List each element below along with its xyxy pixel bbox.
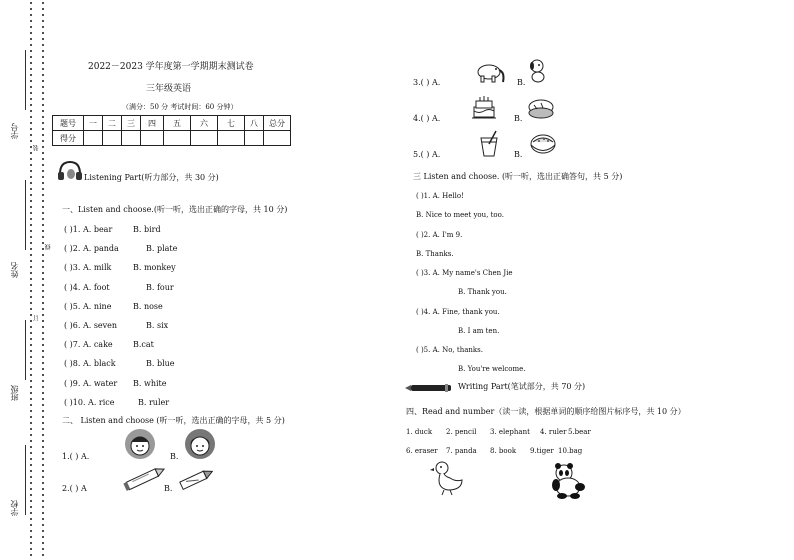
rice-icon — [528, 132, 558, 162]
score-cell: 五 — [164, 116, 191, 131]
section1-item-9-option-b[interactable]: B. white — [133, 378, 167, 388]
section2-q1-b[interactable]: B. — [170, 452, 179, 461]
section1-heading: 一、Listen and choose.(听一听，选出正确的字母，共 10 分) — [62, 205, 288, 214]
margin-cut-mark-1: 装 — [33, 145, 40, 151]
right-q3[interactable]: 3.( ) A. — [413, 78, 441, 87]
pencil-icon — [122, 465, 168, 495]
section3-line-10: B. You're welcome. — [458, 365, 526, 373]
duck-icon — [430, 460, 466, 500]
score-cell: 四 — [141, 116, 164, 131]
section2-heading: 二、 Listen and choose (听一听，选出正确的字母，共 5 分) — [62, 416, 285, 425]
panda-icon — [548, 463, 588, 503]
dog-icon — [526, 58, 548, 88]
margin-line-2 — [25, 180, 26, 250]
score-cell: 二 — [103, 116, 122, 131]
word-item: 5.bear — [568, 428, 591, 436]
right-q5[interactable]: 5.( ) A. — [413, 150, 441, 159]
section1-item-10-option-b[interactable]: B. ruler — [138, 397, 170, 407]
score-cell: 七 — [218, 116, 245, 131]
score-input-cell[interactable] — [191, 131, 218, 146]
word-item: 4. ruler — [540, 428, 567, 436]
section3-line-5[interactable]: ( )3. A. My name's Chen Jie — [416, 269, 513, 277]
score-cell: 八 — [245, 116, 264, 131]
exam-info: （满分：50 分 考试时间：60 分钟） — [122, 103, 238, 111]
crayon-icon — [176, 466, 216, 496]
word-item: 3. elephant — [490, 428, 530, 436]
section4-heading: 四、Read and number（读一读，根据单词的顺序给图片标序号，共 10 分） — [406, 407, 686, 416]
margin-label-xingming: 姓名 — [10, 262, 19, 278]
word-list-row1 — [406, 428, 598, 437]
section1-item-10[interactable]: ( )10. A. rice — [64, 397, 115, 407]
section1-item-7-option-b[interactable]: B.cat — [133, 340, 154, 350]
margin-label-banji: 班级 — [10, 385, 19, 401]
word-item: 8. book — [490, 447, 517, 455]
right-q3-b[interactable]: B. — [517, 78, 526, 87]
right-q4-b[interactable]: B. — [514, 114, 523, 123]
word-item: 2. pencil — [446, 428, 477, 436]
margin-line-4 — [25, 445, 26, 515]
section1-item-3-option-b[interactable]: B. monkey — [133, 263, 176, 273]
word-item: 7. panda — [446, 447, 477, 455]
score-cell: 六 — [191, 116, 218, 131]
margin-cut-mark-2: 订 — [33, 315, 40, 321]
score-input-cell[interactable] — [164, 131, 191, 146]
score-cell: 三 — [122, 116, 141, 131]
writing-part-label: Writing Part(笔试部分，共 70 分) — [458, 382, 586, 391]
section1-item-8-option-b[interactable]: B. blue — [146, 359, 175, 369]
section3-line-8: B. I am ten. — [458, 327, 500, 335]
section1-item-1-option-b[interactable]: B. bird — [133, 225, 161, 234]
section3-line-3[interactable]: ( )2. A. I'm 9. — [416, 231, 463, 239]
margin-line-3 — [25, 320, 26, 380]
elephant-icon — [474, 62, 506, 88]
section1-item-3[interactable]: ( )3. A. milk — [64, 263, 112, 273]
section1-item-8[interactable]: ( )8. A. black — [64, 359, 116, 369]
score-table-score-row — [53, 131, 291, 146]
section1-item-5-option-b[interactable]: B. nose — [133, 301, 163, 311]
section2-q1[interactable]: 1.( ) A. — [62, 452, 90, 461]
section1-item-6[interactable]: ( )6. A. seven — [64, 321, 118, 330]
score-table-header-row — [53, 116, 291, 131]
word-item: 10.bag — [558, 447, 583, 455]
section1-item-6-option-b[interactable]: B. six — [146, 321, 169, 330]
section2-q2[interactable]: 2.( ) A — [62, 484, 87, 493]
exam-subtitle: 三年级英语 — [146, 84, 192, 94]
score-cell: 题号 — [53, 116, 84, 131]
score-cell: 总分 — [264, 116, 291, 131]
section2-q2-b[interactable]: B. — [164, 484, 173, 493]
pen-icon — [405, 378, 457, 397]
word-item: 1. duck — [406, 428, 433, 436]
word-item: 6. eraser — [406, 447, 438, 455]
section3-line-7[interactable]: ( )4. A. Fine, thank you. — [416, 308, 500, 316]
binding-dots-right — [42, 0, 44, 560]
section3-line-2: B. Nice to meet you, too. — [416, 211, 504, 219]
section3-line-9[interactable]: ( )5. A. No, thanks. — [416, 346, 483, 354]
section1-item-4-option-b[interactable]: B. four — [146, 282, 174, 292]
score-input-cell[interactable] — [264, 131, 291, 146]
score-row-label: 得分 — [53, 131, 84, 146]
juice-icon — [476, 130, 500, 162]
score-table — [52, 115, 291, 146]
bread-icon — [526, 97, 556, 125]
margin-cut-mark-3: 线 — [45, 244, 52, 250]
word-item: 9.tiger — [530, 447, 554, 455]
section1-item-7[interactable]: ( )7. A. cake — [64, 340, 113, 350]
section1-item-1[interactable]: ( )1. A. bear — [64, 225, 113, 234]
exam-title: 2022－2023 学年度第一学期期末测试卷 — [88, 62, 254, 72]
score-input-cell[interactable] — [122, 131, 141, 146]
right-q4[interactable]: 4.( ) A. — [413, 114, 441, 123]
section3-heading: 三 Listen and choose. (听一听，选出正确答句，共 5 分) — [413, 172, 623, 181]
score-input-cell[interactable] — [84, 131, 103, 146]
section1-item-4[interactable]: ( )4. A. foot — [64, 282, 110, 292]
girl-face-icon — [184, 428, 216, 464]
listening-part-label: Listening Part(听力部分，共 30 分) — [84, 173, 219, 182]
cake-icon — [470, 95, 498, 125]
boy-face-icon — [124, 428, 156, 464]
margin-line-1 — [25, 50, 26, 110]
score-input-cell[interactable] — [141, 131, 164, 146]
section3-line-4: B. Thanks. — [416, 250, 454, 258]
section3-line-6: B. Thank you. — [458, 288, 507, 296]
score-input-cell[interactable] — [245, 131, 264, 146]
section1-item-9[interactable]: ( )9. A. water — [64, 378, 118, 388]
score-input-cell[interactable] — [218, 131, 245, 146]
margin-label-xuexiao: 学校 — [10, 500, 19, 516]
score-input-cell[interactable] — [103, 131, 122, 146]
section1-item-5[interactable]: ( )5. A. nine — [64, 301, 112, 311]
margin-label-xuehao: 学号 — [10, 123, 19, 139]
binding-dots-left — [30, 0, 32, 560]
word-list-row2 — [406, 447, 588, 456]
section1-item-2-option-b[interactable]: B. plate — [146, 244, 178, 254]
right-q5-b[interactable]: B. — [514, 150, 523, 159]
section1-item-2[interactable]: ( )2. A. panda — [64, 244, 119, 254]
section3-line-1[interactable]: ( )1. A. Hello! — [416, 192, 464, 200]
headphones-icon — [57, 160, 83, 186]
score-cell: 一 — [84, 116, 103, 131]
